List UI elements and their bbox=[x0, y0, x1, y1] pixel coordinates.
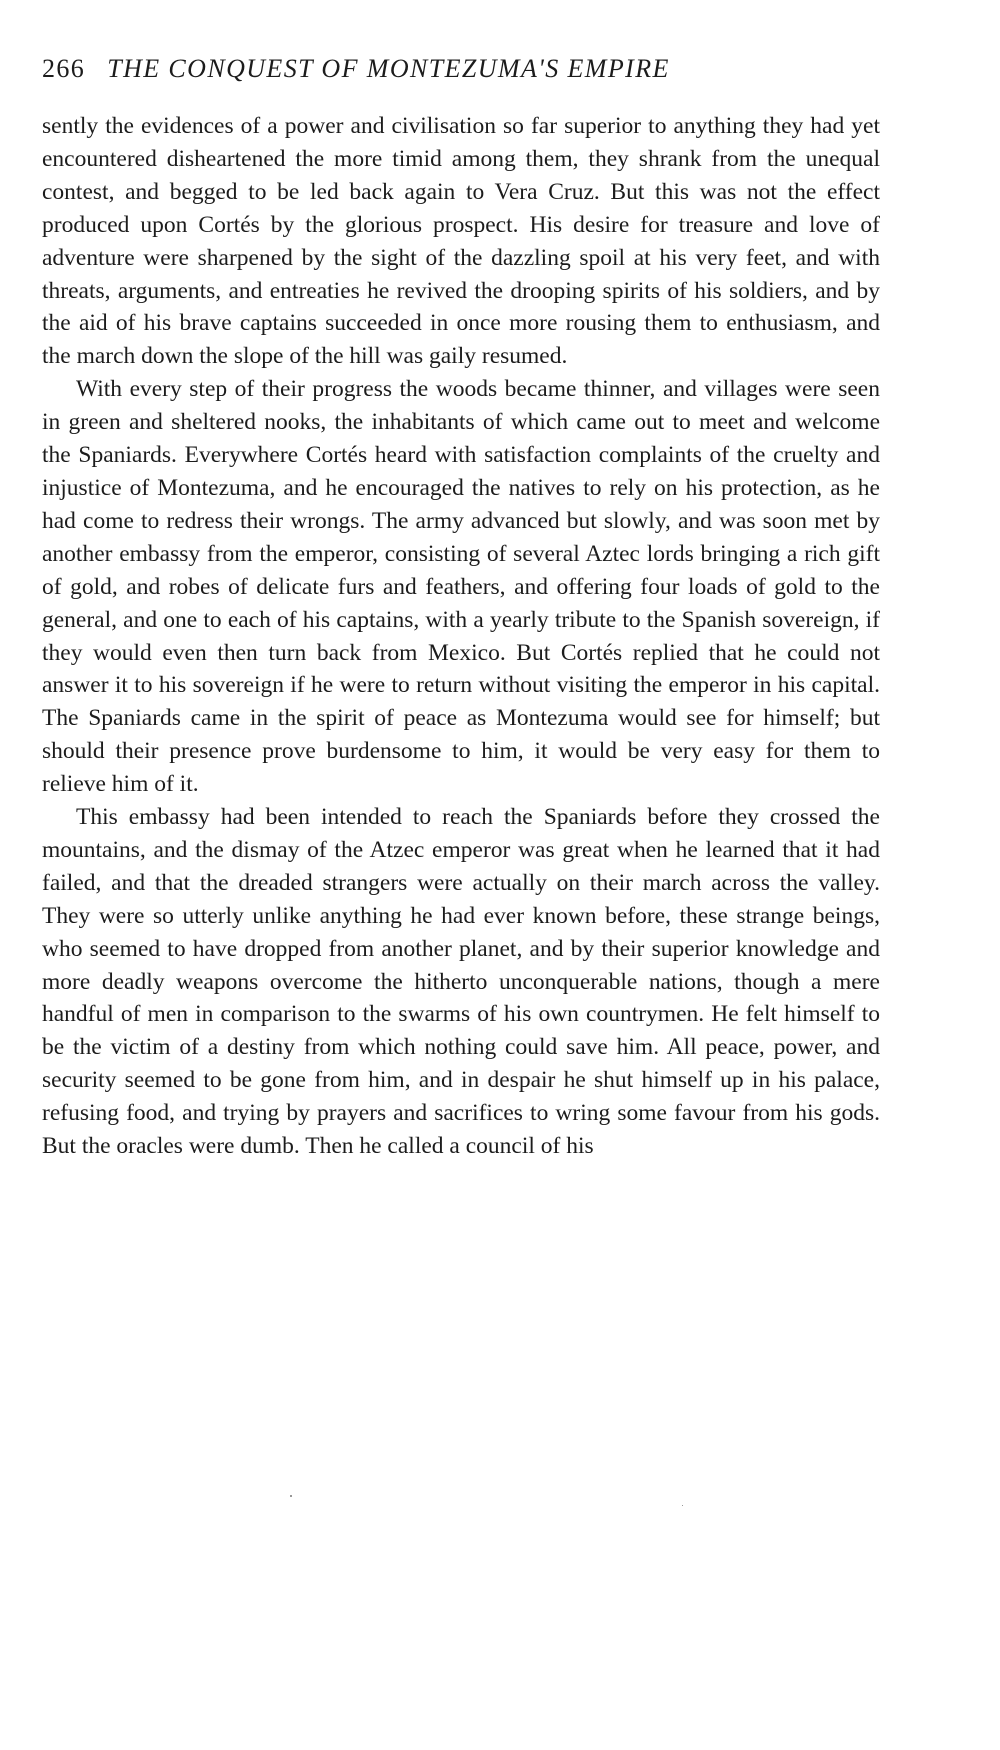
paragraph-continued: sently the evidences of a power and civilisation so far superior to anything they had yet encountered disheartened the more timid among them, they shrank from the unequal contest, and begged to be led back again to Vera Cruz. But this was not the effect produced upon Cortés by the glorious prospect. His desire for treasure and love of adventure were sharpened by the sight of the dazzling spoil at his very feet, and with threats, arguments, and entreaties he revived the drooping spirits of his soldiers, and by the aid of his brave captains succeeded in once more rousing them to enthusiasm, and the march down the slope of the hill was gaily resumed. bbox=[42, 113, 880, 370]
print-speck bbox=[290, 1495, 292, 1497]
paragraph-dismay: This embassy had been intended to reach the Spaniards before they crossed the mountains, and the dismay of the Atzec emperor was great when he learned that it had failed, and that the dreaded strangers were actually on their march across the valley. They were so utterly unlike anything he had ever known before, these strange beings, who seemed to have dropped from another planet, and by their superior knowledge and more deadly weapons overcome the hitherto unconquerable nations, though a mere handful of men in comparison to the swarms of his own countrymen. He felt himself to be the victim of a destiny from which nothing could save him. All peace, power, and security seemed to be gone from him, and in despair he shut himself up in his palace, refusing food, and trying by prayers and sacrifices to wring some favour from his gods. But the oracles were dumb. Then he called a council of his bbox=[42, 804, 880, 1160]
running-head bbox=[42, 54, 880, 84]
paragraph-embassy: With every step of their progress the woods became thinner, and villages were seen in green and sheltered nooks, the inhabitants of which came out to meet and welcome the Spaniards. Everywhere Cortés heard with satisfaction complaints of the cruelty and injustice of Montezuma, and he encouraged the natives to rely on his protection, as he had come to redress their wrongs. The army advanced but slowly, and was soon met by another embassy from the emperor, consisting of several Aztec lords bringing a rich gift of gold, and robes of delicate furs and feathers, and offering four loads of gold to the general, and one to each of his captains, with a yearly tribute to the Spanish sovereign, if they would even then turn back from Mexico. But Cortés replied that he could not answer it to his sovereign if he were to return without visiting the emperor in his capital. The Spaniards came in the spirit of peace as Montezuma would see for himself; but should their presence prove burdensome to him, it would be very easy for them to relieve him of it. bbox=[42, 376, 880, 798]
book-page bbox=[42, 54, 880, 1163]
print-speck bbox=[682, 1505, 683, 1506]
running-title: THE CONQUEST OF MONTEZUMA'S EMPIRE bbox=[107, 54, 670, 83]
page-number: 266 bbox=[42, 54, 86, 83]
body-text bbox=[42, 110, 880, 1163]
